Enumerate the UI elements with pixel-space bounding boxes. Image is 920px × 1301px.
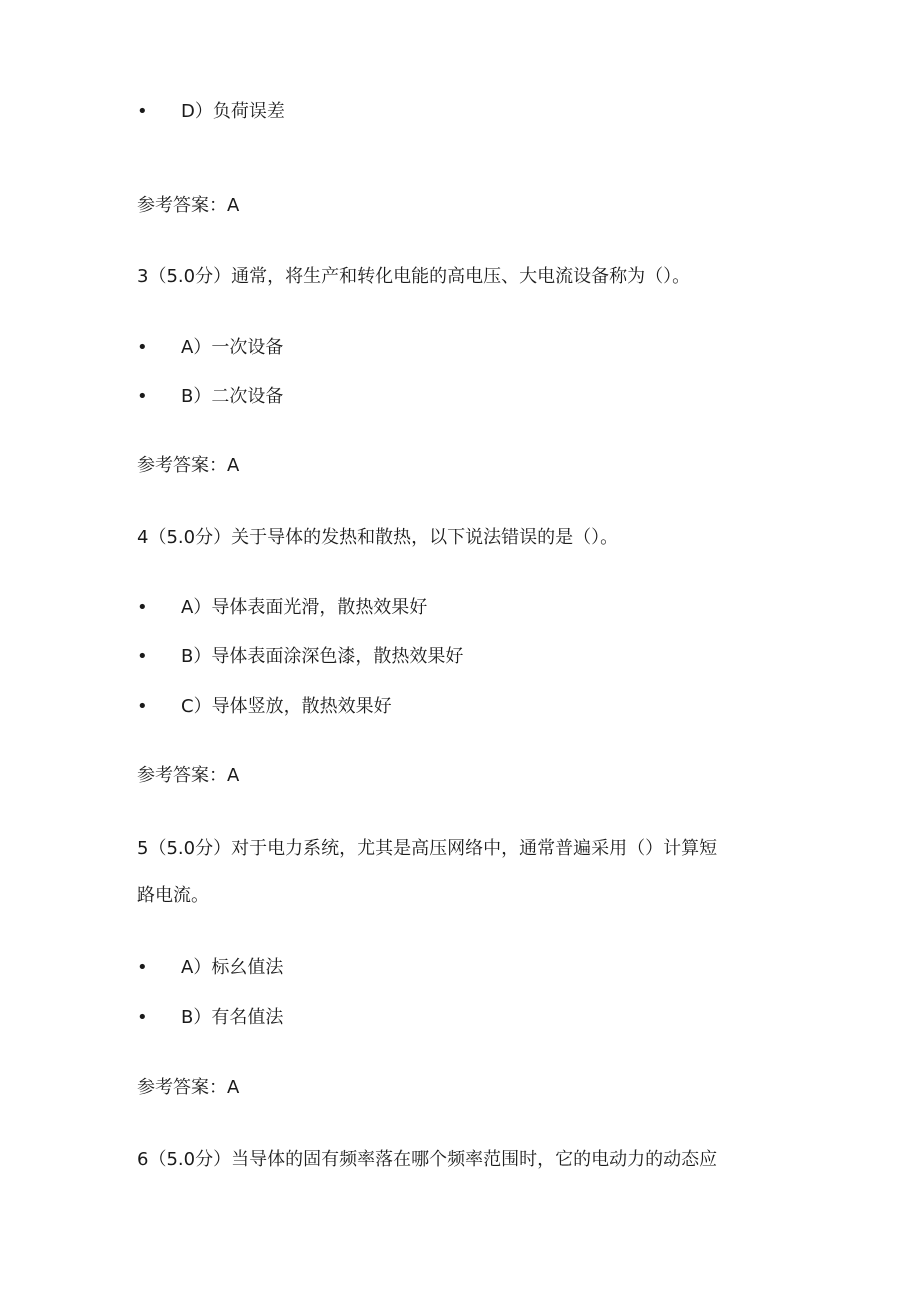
answer-q4: 参考答案：A bbox=[137, 765, 240, 786]
bullet: • bbox=[137, 101, 148, 122]
bullet: • bbox=[137, 957, 148, 978]
option-text: A）导体表面光滑，散热效果好 bbox=[181, 597, 428, 618]
question-q6-line1: 6（5.0分）当导体的固有频率落在哪个频率范围时，它的电动力的动态应 bbox=[137, 1149, 718, 1170]
answer-q2: 参考答案：A bbox=[137, 195, 240, 216]
option-text: B）导体表面涂深色漆，散热效果好 bbox=[181, 646, 464, 667]
option-text: B）有名值法 bbox=[181, 1007, 284, 1028]
option-text: C）导体竖放，散热效果好 bbox=[181, 696, 392, 717]
option-text: A）一次设备 bbox=[181, 337, 284, 358]
answer-q3: 参考答案：A bbox=[137, 455, 240, 476]
bullet: • bbox=[137, 597, 148, 618]
bullet: • bbox=[137, 1007, 148, 1028]
question-q5-line1: 5（5.0分）对于电力系统，尤其是高压网络中，通常普遍采用（）计算短 bbox=[137, 838, 718, 859]
answer-q5: 参考答案：A bbox=[137, 1077, 240, 1098]
option-text: B）二次设备 bbox=[181, 386, 284, 407]
question-q3: 3（5.0分）通常，将生产和转化电能的高电压、大电流设备称为（）。 bbox=[137, 266, 691, 287]
option-text: A）标幺值法 bbox=[181, 957, 284, 978]
bullet: • bbox=[137, 337, 148, 358]
bullet: • bbox=[137, 386, 148, 407]
bullet: • bbox=[137, 696, 148, 717]
bullet: • bbox=[137, 646, 148, 667]
question-q4: 4（5.0分）关于导体的发热和散热，以下说法错误的是（）。 bbox=[137, 527, 619, 548]
option-text: D）负荷误差 bbox=[181, 101, 285, 122]
question-q5-line2: 路电流。 bbox=[137, 885, 209, 906]
